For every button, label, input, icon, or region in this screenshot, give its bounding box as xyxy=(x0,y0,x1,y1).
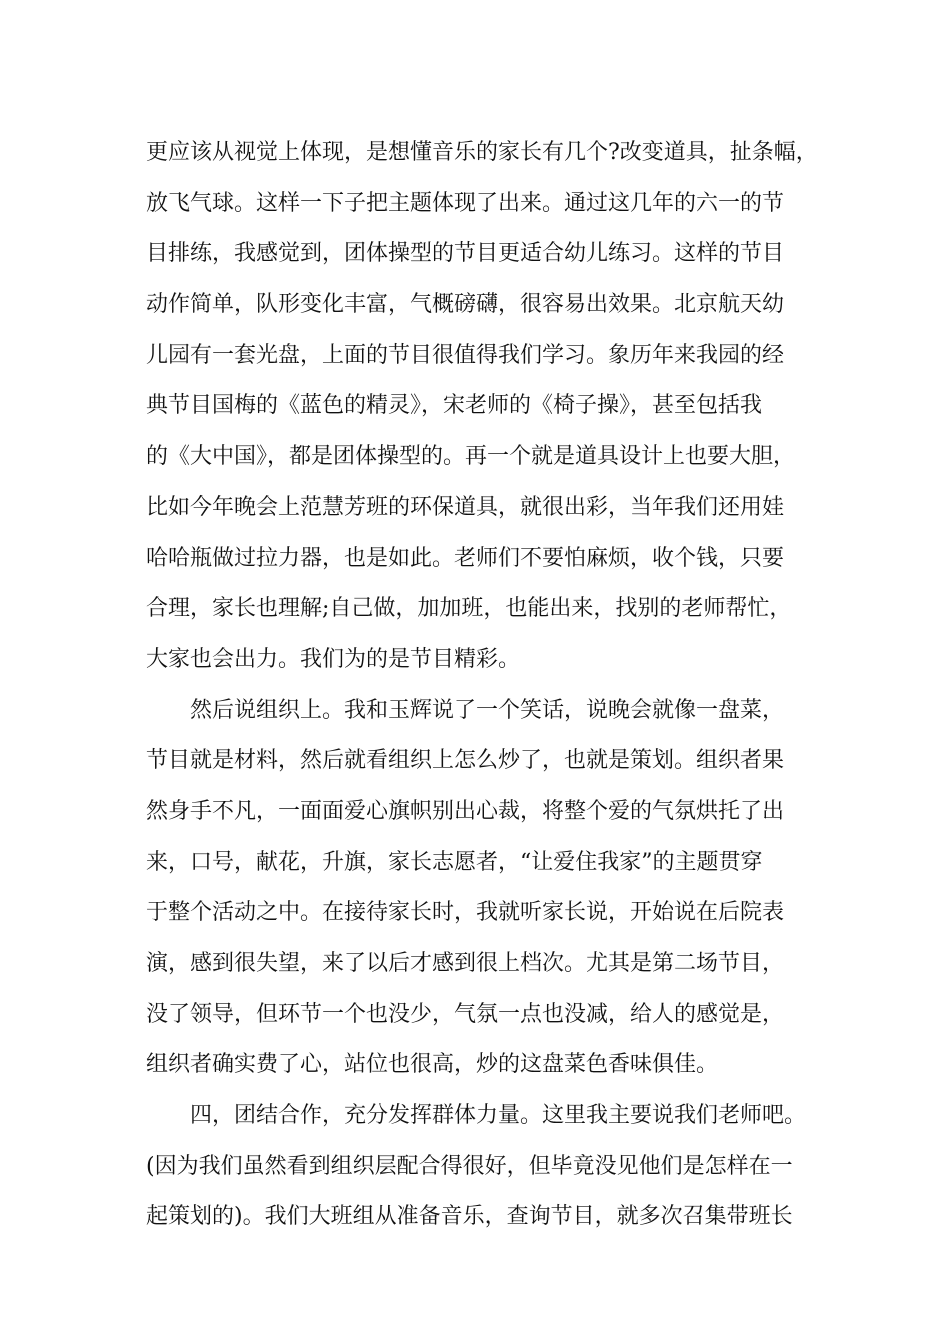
text-line: 的《大中国》，都是团体操型的。再一个就是道具设计上也要大胆， xyxy=(146,444,796,470)
text-line: 合理，家长也理解;自己做，加加班，也能出来，找别的老师帮忙， xyxy=(146,596,792,622)
text-line: 儿园有一套光盘，上面的节目很值得我们学习。象历年来我园的经 xyxy=(146,342,785,368)
text-line: 然身手不凡，一面面爱心旗帜别出心裁，将整个爱的气氛烘托了出 xyxy=(146,798,785,824)
text-line: 目排练，我感觉到，团体操型的节目更适合幼儿练习。这样的节目 xyxy=(146,241,785,267)
text-line: 没了领导，但环节一个也没少，气氛一点也没减，给人的感觉是， xyxy=(146,1001,785,1027)
text-line: 哈哈瓶做过拉力器，也是如此。老师们不要怕麻烦，收个钱，只要 xyxy=(146,545,785,571)
text-line: (因为我们虽然看到组织层配合得很好，但毕竟没见他们是怎样在一 xyxy=(146,1153,793,1179)
text-line: 比如今年晚会上范慧芳班的环保道具，就很出彩，当年我们还用娃 xyxy=(146,494,785,520)
text-line: 动作简单，队形变化丰富，气概磅礴，很容易出效果。北京航天幼 xyxy=(146,292,785,318)
body-text xyxy=(146,128,826,1243)
text-line: 起策划的)。我们大班组从准备音乐，查询节目，就多次召集带班长 xyxy=(146,1204,793,1230)
text-line: 节目就是材料，然后就看组织上怎么炒了，也就是策划。组织者果 xyxy=(146,748,785,774)
text-line: 更应该从视觉上体现，是想懂音乐的家长有几个?改变道具，扯条幅， xyxy=(146,140,818,165)
paragraph-start-line: 然后说组织上。我和玉辉说了一个笑话，说晚会就像一盘菜， xyxy=(190,697,785,723)
text-line: 典节目国梅的《蓝色的精灵》，宋老师的《椅子操》，甚至包括我 xyxy=(146,393,763,419)
text-line: 来，口号，献花，升旗，家长志愿者，“让爱住我家”的主题贯穿 xyxy=(146,849,763,875)
paragraph-start-line: 四，团结合作，充分发挥群体力量。这里我主要说我们老师吧。 xyxy=(190,1103,807,1129)
text-line: 演，感到很失望，来了以后才感到很上档次。尤其是第二场节目， xyxy=(146,951,785,976)
text-line: 于整个活动之中。在接待家长时，我就听家长说，开始说在后院表 xyxy=(146,900,785,926)
text-line: 放飞气球。这样一下子把主题体现了出来。通过这几年的六一的节 xyxy=(146,190,785,216)
text-line: 大家也会出力。我们为的是节目精彩。 xyxy=(146,646,521,672)
text-line: 组织者确实费了心，站位也很高，炒的这盘菜色香味俱佳。 xyxy=(146,1052,719,1078)
